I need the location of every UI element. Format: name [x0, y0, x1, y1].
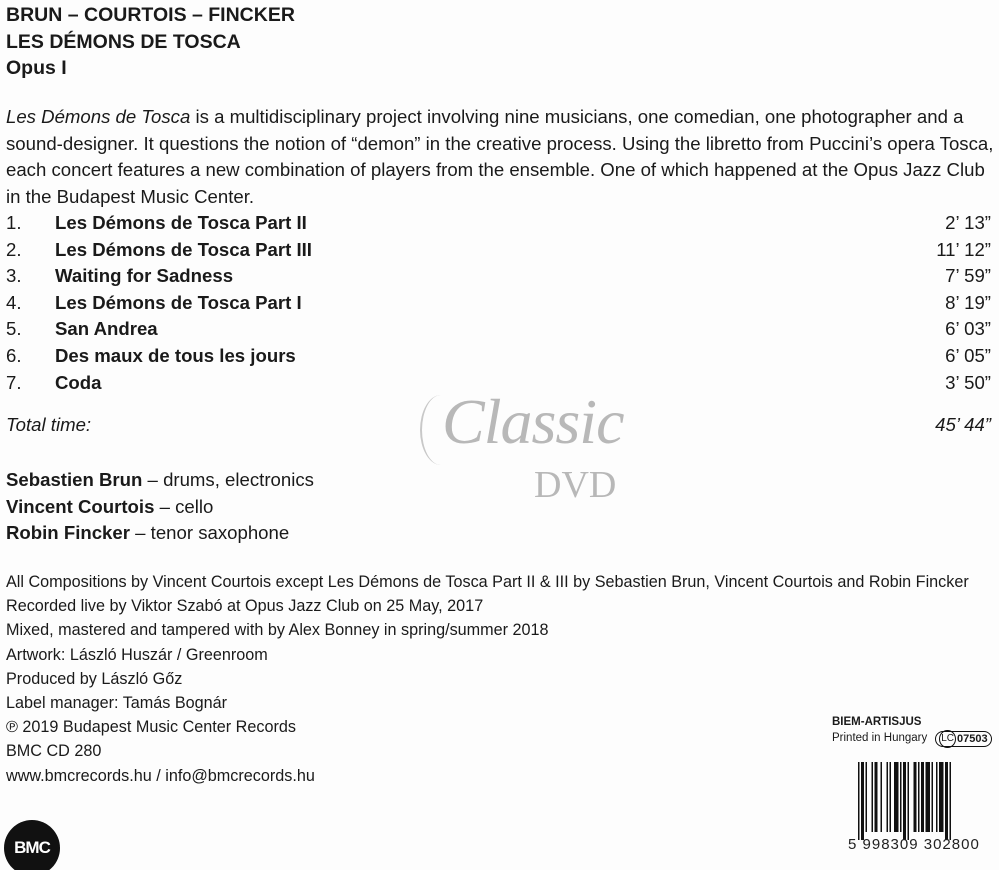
- intro-text: is a multidisciplinary project involving nine musicians, one comedian, one photographer and a sound-designer. It questions the notion of “demon” in the creative process. Using the libretto from Puccini’s opera Tosca, each concert features a new combination of players from the ensemble. One of which happened at the Opus Jazz Club in the Budapest Music Center.: [6, 106, 994, 208]
- label-code-badge: [935, 731, 991, 747]
- track-row: [6, 237, 991, 264]
- barcode-bar: [858, 762, 860, 840]
- barcode-bar: [932, 762, 934, 832]
- watermark-line1: Classic: [442, 386, 624, 457]
- barcode-bar: [903, 762, 906, 840]
- watermark-line2: DVD: [534, 464, 617, 506]
- track-row: [6, 210, 991, 237]
- track-number: 1.: [6, 212, 22, 233]
- barcode-bar: [926, 762, 931, 832]
- barcode-bar: [908, 762, 910, 840]
- track-row: [6, 263, 991, 290]
- credit-line: Mixed, mastered and tampered with by Alex Bonney in spring/summer 2018: [6, 621, 549, 640]
- rights-society: BIEM-ARTISJUS: [832, 716, 922, 728]
- credit-line: Label manager: Tamás Bognár: [6, 694, 228, 713]
- musician-list: [6, 467, 314, 547]
- lc-prefix: LC: [939, 730, 956, 748]
- credit-line: www.bmcrecords.hu / info@bmcrecords.hu: [6, 766, 315, 785]
- barcode-bar: [900, 762, 902, 832]
- credit-line: Artwork: László Huszár / Greenroom: [6, 645, 268, 664]
- track-number: 5.: [6, 318, 22, 340]
- printed-line: [832, 730, 992, 747]
- track-number: 3.: [6, 265, 22, 287]
- credit-line: BMC CD 280: [6, 742, 102, 761]
- barcode-bar: [890, 762, 892, 832]
- rights-info: [832, 714, 992, 747]
- barcode-bar: [936, 762, 938, 832]
- track-title: Les Démons de Tosca Part II: [55, 212, 307, 233]
- track-title: San Andrea: [55, 318, 158, 340]
- barcode-bar: [875, 762, 878, 832]
- track-row: [6, 290, 991, 317]
- track-row: [6, 343, 991, 370]
- track-duration: 7’ 59”: [945, 265, 991, 287]
- track-title: Coda: [55, 371, 102, 393]
- musician-name: Vincent Courtois: [6, 495, 155, 517]
- total-time-value: 45’ 44”: [935, 414, 991, 435]
- track-number: 6.: [6, 344, 22, 366]
- track-number: 2.: [6, 238, 22, 260]
- musician: [6, 467, 314, 494]
- musician: [6, 520, 314, 547]
- barcode-bar: [950, 762, 952, 840]
- album-subtitle: Opus I: [6, 57, 67, 79]
- track-duration: 3’ 50”: [945, 371, 991, 393]
- track-row: [6, 316, 991, 343]
- credits: [6, 570, 996, 788]
- barcode-bar: [894, 762, 899, 832]
- musician-name: Robin Fincker: [6, 522, 130, 544]
- track-number: 7.: [6, 371, 22, 393]
- intro-paragraph: [6, 104, 996, 211]
- barcode-bar: [887, 762, 889, 832]
- barcode-bar: [939, 762, 944, 832]
- track-title: Des maux de tous les jours: [55, 344, 296, 366]
- printed-in: Printed in Hungary: [832, 732, 928, 744]
- barcode-bar: [918, 762, 920, 832]
- barcode-number: 5 998309 302800: [848, 836, 980, 853]
- barcode-bar: [914, 762, 917, 832]
- musician-name: Sebastien Brun: [6, 469, 143, 490]
- track-duration: 6’ 03”: [945, 318, 991, 340]
- track-duration: 6’ 05”: [945, 344, 991, 366]
- musician-role: – drums, electronics: [142, 469, 314, 490]
- track-duration: 2’ 13”: [945, 212, 991, 233]
- track-number: 4.: [6, 291, 22, 313]
- credit-line: All Compositions by Vincent Courtois except Les Démons de Tosca Part II & III by Sebastien Brun, Vincent Courtois and Robin Fincker: [6, 573, 969, 591]
- bmc-logo: [4, 820, 60, 870]
- barcode-bar: [881, 762, 883, 832]
- track-title: Les Démons de Tosca Part III: [55, 238, 312, 260]
- artists-title: BRUN – COURTOIS – FINCKER: [6, 4, 295, 26]
- album-title: LES DÉMONS DE TOSCA: [6, 30, 241, 53]
- track-duration: 11’ 12”: [936, 238, 991, 260]
- credit-line: ℗ 2019 Budapest Music Center Records: [6, 718, 296, 737]
- track-list: [6, 210, 991, 396]
- barcode-bar: [866, 762, 868, 832]
- musician: [6, 494, 314, 521]
- barcode-bar: [921, 762, 924, 832]
- total-time-label: Total time:: [6, 414, 92, 435]
- credit-line: Produced by László Gőz: [6, 669, 183, 688]
- track-title: Waiting for Sadness: [55, 265, 234, 287]
- bmc-logo-text: BMC: [14, 838, 50, 857]
- barcode: [858, 762, 986, 840]
- lc-code: 07503: [957, 733, 988, 745]
- barcode-bar: [861, 762, 864, 840]
- credit-line: Recorded live by Viktor Szabó at Opus Jazz Club on 25 May, 2017: [6, 597, 484, 616]
- musician-role: – tenor saxophone: [129, 522, 290, 544]
- track-title: Les Démons de Tosca Part I: [55, 291, 302, 313]
- barcode-bar: [945, 762, 948, 840]
- barcode-bar: [872, 762, 874, 832]
- track-duration: 8’ 19”: [945, 291, 991, 313]
- header: [6, 2, 295, 82]
- musician-role: – cello: [154, 495, 214, 517]
- intro-italic-title: Les Démons de Tosca: [6, 106, 191, 127]
